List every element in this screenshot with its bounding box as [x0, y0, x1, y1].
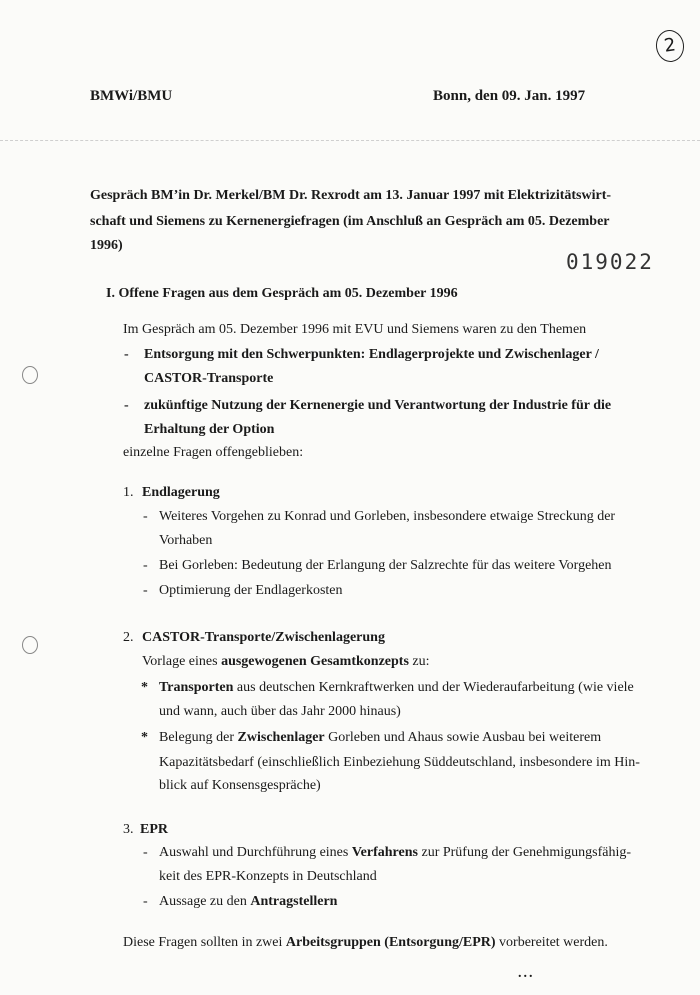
page-number-marker: 2 [654, 28, 686, 64]
item-heading: EPR [140, 822, 168, 837]
point-text: Optimierung der Endlagerkosten [159, 583, 343, 598]
point-text: Aussage zu den Antragstellern [159, 894, 338, 909]
header-sender: BMWi/BMU [90, 88, 173, 104]
point-dash: - [143, 583, 148, 598]
item-heading: Endlagerung [142, 485, 220, 500]
point-text: Auswahl und Durchführung eines Verfahrens zur Prüfung der Genehmigungsfähig- [159, 845, 632, 860]
section-heading: I. Offene Fragen aus dem Gespräch am 05. Dezember 1996 [106, 286, 458, 301]
bullet-text: Erhaltung der Option [144, 422, 275, 437]
item-number: 1. [123, 485, 134, 500]
bullet-text: zukünftige Nutzung der Kernenergie und Verantwortung der Industrie für die [144, 398, 612, 413]
header-date: Bonn, den 09. Jan. 1997 [433, 88, 586, 104]
document-title-line: 1996) [90, 238, 123, 253]
point-text: Vorhaben [159, 533, 213, 548]
continuation-marker: ... [518, 966, 535, 981]
point-text: keit des EPR-Konzepts in Deutschland [159, 869, 377, 884]
point-star: * [141, 680, 148, 695]
document-title-line: schaft und Siemens zu Kernenergiefragen (im Anschluß an Gespräch am 05. Dezember [90, 214, 610, 229]
point-text: Bei Gorleben: Bedeutung der Erlangung der Salzrechte für das weitere Vorgehen [159, 558, 612, 573]
item-heading: CASTOR-Transporte/Zwischenlagerung [142, 630, 385, 645]
punch-hole-mark [22, 636, 38, 654]
archive-stamp-number: 019022 [566, 250, 654, 274]
point-dash: - [143, 509, 148, 524]
bullet-dash: - [124, 398, 129, 413]
item-number: 2. [123, 630, 134, 645]
point-text: Kapazitätsbedarf (einschließlich Einbeziehung Süddeutschland, insbesondere im Hin- [159, 755, 640, 770]
bullet-text: CASTOR-Transporte [144, 371, 274, 386]
closing-sentence: Diese Fragen sollten in zwei Arbeitsgruppen (Entsorgung/EPR) vorbereitet werden. [123, 935, 608, 950]
document-title-line: Gespräch BM’in Dr. Merkel/BM Dr. Rexrodt am 13. Januar 1997 mit Elektrizitätswirt- [90, 188, 612, 203]
bullet-text: Entsorgung mit den Schwerpunkten: Endlagerprojekte und Zwischenlager / [144, 347, 599, 362]
section-outro: einzelne Fragen offengeblieben: [123, 445, 304, 460]
point-text: und wann, auch über das Jahr 2000 hinaus) [159, 704, 401, 719]
point-text: Transporten aus deutschen Kernkraftwerken und der Wiederaufarbeitung (wie viele [159, 680, 634, 695]
point-dash: - [143, 558, 148, 573]
section-intro: Im Gespräch am 05. Dezember 1996 mit EVU und Siemens waren zu den Themen [123, 322, 587, 337]
item-number: 3. [123, 822, 134, 837]
point-dash: - [143, 894, 148, 909]
divider [0, 140, 700, 141]
item-intro: Vorlage eines ausgewogenen Gesamtkonzepts zu: [142, 654, 430, 669]
point-text: Weiteres Vorgehen zu Konrad und Gorleben, insbesondere etwaige Streckung der [159, 509, 616, 524]
point-star: * [141, 730, 148, 745]
punch-hole-mark [22, 366, 38, 384]
point-text: Belegung der Zwischenlager Gorleben und Ahaus sowie Ausbau bei weiterem [159, 730, 602, 745]
point-dash: - [143, 845, 148, 860]
bullet-dash: - [124, 347, 129, 362]
point-text: blick auf Konsensgespräche) [159, 778, 321, 793]
